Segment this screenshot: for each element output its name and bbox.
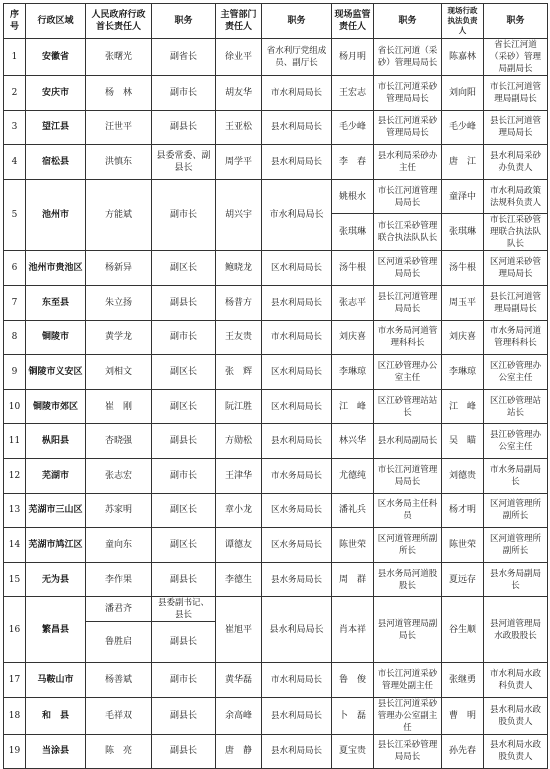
- row-number-cell: 12: [4, 458, 26, 493]
- table-row: [4, 251, 548, 286]
- row-number-cell: 7: [4, 285, 26, 320]
- table-row: [4, 285, 548, 320]
- row-number-cell: 11: [4, 424, 26, 459]
- dept-title-cell: 县水务局局长: [262, 562, 332, 597]
- enforcer-title-cell: 县水利局水政股负责人: [484, 697, 548, 734]
- site-name-cell: 潘礼兵: [332, 493, 374, 528]
- site-title-cell: 县水利局副局长: [374, 424, 442, 459]
- chief-name-cell: 杏晓强: [86, 424, 152, 459]
- dept-name-cell: 鲍晓龙: [216, 251, 262, 286]
- site-name-cell: 汤牛根: [332, 251, 374, 286]
- chief-title-cell: 县委常委、副县长: [152, 145, 216, 180]
- dept-title-cell: 市水利局局长: [262, 76, 332, 111]
- enforcer-title-cell: 市长江河道管理局副局长: [484, 76, 548, 111]
- enforcer-title-cell: 县水利局采砂办负责人: [484, 145, 548, 180]
- chief-name-cell: 杨善斌: [86, 662, 152, 697]
- table-body: [4, 39, 548, 769]
- table-row: [4, 110, 548, 145]
- site-title-cell: 区河道管理所副所长: [374, 528, 442, 563]
- header-cell: 行政区域: [26, 4, 86, 39]
- chief-title-cell: 副市长: [152, 458, 216, 493]
- table-row: [4, 424, 548, 459]
- chief-title-cell: 副市长: [152, 179, 216, 251]
- site-title-cell: 省长江河道（采砂）管理局局长: [374, 39, 442, 76]
- responsibility-table: [3, 3, 548, 769]
- enforcer-name-cell: 杨才明: [442, 493, 484, 528]
- table-row: [4, 493, 548, 528]
- site-title-cell: 区江砂管理办公室主任: [374, 355, 442, 390]
- header-cell: 现场行政执法负责人: [442, 4, 484, 39]
- dept-name-cell: 崔旭平: [216, 597, 262, 663]
- site-name-cell: 江 峰: [332, 389, 374, 424]
- chief-title-cell: 副区长: [152, 251, 216, 286]
- dept-title-cell: 县水利局局长: [262, 597, 332, 663]
- dept-name-cell: 张 辉: [216, 355, 262, 390]
- dept-title-cell: 县水利局局长: [262, 697, 332, 734]
- dept-title-cell: 市水务局局长: [262, 458, 332, 493]
- chief-title-cell: 副市长: [152, 320, 216, 355]
- enforcer-name-cell: 曹 明: [442, 697, 484, 734]
- header-cell: 职务: [484, 4, 548, 39]
- dept-title-cell: 市水利局局长: [262, 662, 332, 697]
- row-number-cell: 18: [4, 697, 26, 734]
- site-title-cell: 市长江河道管理局局长: [374, 179, 442, 214]
- enforcer-title-cell: 区江砂管理办公室主任: [484, 355, 548, 390]
- row-number-cell: 8: [4, 320, 26, 355]
- dept-name-cell: 阮江胜: [216, 389, 262, 424]
- site-title-cell: 县河道管理局副局长: [374, 597, 442, 663]
- site-name-cell: 肖本祥: [332, 597, 374, 663]
- chief-name-cell: 刘相文: [86, 355, 152, 390]
- region-cell: 芜湖市: [26, 458, 86, 493]
- enforcer-title-cell: 市水务局河道管理科科长: [484, 320, 548, 355]
- enforcer-name-cell: 唐 江: [442, 145, 484, 180]
- site-name-cell: 陈世荣: [332, 528, 374, 563]
- dept-title-cell: 县水利局局长: [262, 110, 332, 145]
- chief-name-cell: 鲁胜启: [86, 622, 152, 663]
- enforcer-name-cell: 张琪琳: [442, 214, 484, 251]
- chief-title-cell: 县委副书记、县长: [152, 597, 216, 622]
- region-cell: 繁昌县: [26, 597, 86, 663]
- chief-title-cell: 副区长: [152, 389, 216, 424]
- region-cell: 芜湖市三山区: [26, 493, 86, 528]
- region-cell: 东至县: [26, 285, 86, 320]
- region-cell: 铜陵市义安区: [26, 355, 86, 390]
- chief-name-cell: 潘君齐: [86, 597, 152, 622]
- row-number-cell: 3: [4, 110, 26, 145]
- dept-name-cell: 方勋松: [216, 424, 262, 459]
- chief-title-cell: 副市长: [152, 76, 216, 111]
- region-cell: 宿松县: [26, 145, 86, 180]
- row-number-cell: 4: [4, 145, 26, 180]
- chief-name-cell: 杨新异: [86, 251, 152, 286]
- dept-name-cell: 王亚松: [216, 110, 262, 145]
- table-row: [4, 39, 548, 76]
- site-name-cell: 李琳琼: [332, 355, 374, 390]
- table-row: [4, 697, 548, 734]
- chief-title-cell: 副县长: [152, 424, 216, 459]
- dept-name-cell: 李德生: [216, 562, 262, 597]
- region-cell: 芜湖市鸠江区: [26, 528, 86, 563]
- region-cell: 铜陵市郊区: [26, 389, 86, 424]
- enforcer-name-cell: 谷生顺: [442, 597, 484, 663]
- enforcer-name-cell: 刘庆喜: [442, 320, 484, 355]
- enforcer-name-cell: 刘向阳: [442, 76, 484, 111]
- dept-title-cell: 区水利局局长: [262, 251, 332, 286]
- row-number-cell: 10: [4, 389, 26, 424]
- enforcer-name-cell: 陈世荣: [442, 528, 484, 563]
- enforcer-title-cell: 市水务局副局长: [484, 458, 548, 493]
- dept-title-cell: 县水利局局长: [262, 145, 332, 180]
- chief-name-cell: 苏家明: [86, 493, 152, 528]
- enforcer-name-cell: 陈嘉林: [442, 39, 484, 76]
- site-title-cell: 县水务局河道股股长: [374, 562, 442, 597]
- site-name-cell: 王宏志: [332, 76, 374, 111]
- chief-name-cell: 童向东: [86, 528, 152, 563]
- region-cell: 枞阳县: [26, 424, 86, 459]
- site-name-cell: 李 春: [332, 145, 374, 180]
- chief-title-cell: 副省长: [152, 39, 216, 76]
- row-number-cell: 1: [4, 39, 26, 76]
- header-cell: 主管部门责任人: [216, 4, 262, 39]
- row-number-cell: 14: [4, 528, 26, 563]
- dept-title-cell: 区水利局局长: [262, 355, 332, 390]
- enforcer-title-cell: 省长江河道（采砂）管理局副局长: [484, 39, 548, 76]
- enforcer-name-cell: 吴 瞄: [442, 424, 484, 459]
- site-title-cell: 区河道采砂管理局局长: [374, 251, 442, 286]
- chief-title-cell: 副市长: [152, 662, 216, 697]
- site-name-cell: 周 群: [332, 562, 374, 597]
- region-cell: 铜陵市: [26, 320, 86, 355]
- region-cell: 马鞍山市: [26, 662, 86, 697]
- region-cell: 当涂县: [26, 734, 86, 769]
- table-row: [4, 320, 548, 355]
- enforcer-name-cell: 周玉平: [442, 285, 484, 320]
- site-title-cell: 县长江采砂管理局局长: [374, 734, 442, 769]
- site-title-cell: 区水务局主任科员: [374, 493, 442, 528]
- dept-name-cell: 王津华: [216, 458, 262, 493]
- chief-name-cell: 张志宏: [86, 458, 152, 493]
- site-title-cell: 县长江河道采砂管理办公室副主任: [374, 697, 442, 734]
- site-title-cell: 区江砂管理站站长: [374, 389, 442, 424]
- region-cell: 安徽省: [26, 39, 86, 76]
- dept-name-cell: 杨普方: [216, 285, 262, 320]
- dept-title-cell: 区水务局局长: [262, 528, 332, 563]
- table-row: [4, 562, 548, 597]
- site-title-cell: 县长江河道采砂管理局局长: [374, 110, 442, 145]
- enforcer-title-cell: 市水利局政策法规科负责人: [484, 179, 548, 214]
- row-number-cell: 6: [4, 251, 26, 286]
- site-name-cell: 尤德纯: [332, 458, 374, 493]
- site-name-cell: 姚根水: [332, 179, 374, 214]
- document-page: [3, 3, 547, 769]
- region-cell: 安庆市: [26, 76, 86, 111]
- table-row: [4, 597, 548, 622]
- site-title-cell: 市长江采砂管理联合执法队队长: [374, 214, 442, 251]
- dept-name-cell: 王友贵: [216, 320, 262, 355]
- table-row: [4, 145, 548, 180]
- site-name-cell: 张琪琳: [332, 214, 374, 251]
- table-row: [4, 458, 548, 493]
- dept-title-cell: 市水利局局长: [262, 320, 332, 355]
- dept-name-cell: 唐 静: [216, 734, 262, 769]
- header-cell: 人民政府行政首长责任人: [86, 4, 152, 39]
- site-title-cell: 县水利局采砂办主任: [374, 145, 442, 180]
- dept-name-cell: 胡兴宇: [216, 179, 262, 251]
- enforcer-name-cell: 刘德贵: [442, 458, 484, 493]
- region-cell: 望江县: [26, 110, 86, 145]
- site-name-cell: 毛少峰: [332, 110, 374, 145]
- region-cell: 无为县: [26, 562, 86, 597]
- row-number-cell: 13: [4, 493, 26, 528]
- site-name-cell: 杨月明: [332, 39, 374, 76]
- table-row: [4, 76, 548, 111]
- site-title-cell: 县长江河道管理局局长: [374, 285, 442, 320]
- enforcer-title-cell: 区江砂管理站站长: [484, 389, 548, 424]
- chief-title-cell: 副县长: [152, 110, 216, 145]
- dept-title-cell: 县水利局局长: [262, 734, 332, 769]
- chief-title-cell: 副区长: [152, 355, 216, 390]
- dept-name-cell: 黄华磊: [216, 662, 262, 697]
- region-cell: 和 县: [26, 697, 86, 734]
- enforcer-title-cell: 县河道管理局水政股股长: [484, 597, 548, 663]
- dept-title-cell: 市水利局局长: [262, 179, 332, 251]
- site-name-cell: 林兴华: [332, 424, 374, 459]
- table-row: [4, 734, 548, 769]
- region-cell: 池州市: [26, 179, 86, 251]
- chief-title-cell: 副区长: [152, 528, 216, 563]
- enforcer-title-cell: 区河道采砂管理局局长: [484, 251, 548, 286]
- enforcer-title-cell: 区河道管理所副所长: [484, 493, 548, 528]
- chief-name-cell: 张曙光: [86, 39, 152, 76]
- enforcer-name-cell: 夏远存: [442, 562, 484, 597]
- site-name-cell: 卜 磊: [332, 697, 374, 734]
- chief-name-cell: 陈 亮: [86, 734, 152, 769]
- row-number-cell: 9: [4, 355, 26, 390]
- row-number-cell: 5: [4, 179, 26, 251]
- table-row: [4, 179, 548, 214]
- enforcer-name-cell: 毛少峰: [442, 110, 484, 145]
- site-name-cell: 张志平: [332, 285, 374, 320]
- header-cell: 现场监管责任人: [332, 4, 374, 39]
- site-title-cell: 市长江河道管理局局长: [374, 458, 442, 493]
- enforcer-title-cell: 市水利局水政科负责人: [484, 662, 548, 697]
- chief-title-cell: 副区长: [152, 493, 216, 528]
- row-number-cell: 19: [4, 734, 26, 769]
- site-name-cell: 夏宝贵: [332, 734, 374, 769]
- table-row: [4, 528, 548, 563]
- chief-name-cell: 毛祥双: [86, 697, 152, 734]
- enforcer-name-cell: 孙先春: [442, 734, 484, 769]
- row-number-cell: 15: [4, 562, 26, 597]
- chief-name-cell: 朱立扬: [86, 285, 152, 320]
- site-title-cell: 市水务局河道管理科科长: [374, 320, 442, 355]
- enforcer-name-cell: 李琳琼: [442, 355, 484, 390]
- enforcer-title-cell: 市长江采砂管理联合执法队队长: [484, 214, 548, 251]
- dept-title-cell: 县水利局局长: [262, 285, 332, 320]
- enforcer-title-cell: 县长江河道管理局副局长: [484, 285, 548, 320]
- site-name-cell: 鲁 俊: [332, 662, 374, 697]
- enforcer-title-cell: 县水务局副局长: [484, 562, 548, 597]
- chief-title-cell: 副县长: [152, 622, 216, 663]
- header-cell: 职务: [374, 4, 442, 39]
- dept-title-cell: 区水利局局长: [262, 389, 332, 424]
- row-number-cell: 2: [4, 76, 26, 111]
- enforcer-name-cell: 童泽中: [442, 179, 484, 214]
- row-number-cell: 16: [4, 597, 26, 663]
- chief-title-cell: 副县长: [152, 697, 216, 734]
- dept-name-cell: 章小龙: [216, 493, 262, 528]
- enforcer-title-cell: 区河道管理所副所长: [484, 528, 548, 563]
- dept-name-cell: 余高峰: [216, 697, 262, 734]
- chief-name-cell: 汪世平: [86, 110, 152, 145]
- table-row: [4, 389, 548, 424]
- chief-name-cell: 洪慎东: [86, 145, 152, 180]
- header-row: [4, 4, 548, 39]
- dept-name-cell: 周学平: [216, 145, 262, 180]
- enforcer-name-cell: 张继勇: [442, 662, 484, 697]
- enforcer-name-cell: 汤牛根: [442, 251, 484, 286]
- dept-name-cell: 徐业平: [216, 39, 262, 76]
- chief-title-cell: 副县长: [152, 285, 216, 320]
- chief-title-cell: 副县长: [152, 562, 216, 597]
- site-title-cell: 市长江河道采砂管理处副主任: [374, 662, 442, 697]
- region-cell: 池州市贵池区: [26, 251, 86, 286]
- enforcer-title-cell: 县长江河道管理局局长: [484, 110, 548, 145]
- site-name-cell: 刘庆喜: [332, 320, 374, 355]
- dept-title-cell: 省水利厅党组成员、副厅长: [262, 39, 332, 76]
- chief-name-cell: 方能斌: [86, 179, 152, 251]
- header-cell: 职务: [262, 4, 332, 39]
- chief-title-cell: 副县长: [152, 734, 216, 769]
- row-number-cell: 17: [4, 662, 26, 697]
- table-row: [4, 662, 548, 697]
- dept-title-cell: 区水务局局长: [262, 493, 332, 528]
- dept-name-cell: 谭德友: [216, 528, 262, 563]
- enforcer-title-cell: 县水利局水政股负责人: [484, 734, 548, 769]
- header-cell: 职务: [152, 4, 216, 39]
- chief-name-cell: 杨 林: [86, 76, 152, 111]
- chief-name-cell: 黄学龙: [86, 320, 152, 355]
- header-cell: 序号: [4, 4, 26, 39]
- site-title-cell: 市长江河道采砂管理局局长: [374, 76, 442, 111]
- enforcer-title-cell: 县江砂管理办公室主任: [484, 424, 548, 459]
- dept-title-cell: 县水利局局长: [262, 424, 332, 459]
- chief-name-cell: 崔 刚: [86, 389, 152, 424]
- dept-name-cell: 胡友华: [216, 76, 262, 111]
- enforcer-name-cell: 江 峰: [442, 389, 484, 424]
- chief-name-cell: 李作果: [86, 562, 152, 597]
- table-row: [4, 355, 548, 390]
